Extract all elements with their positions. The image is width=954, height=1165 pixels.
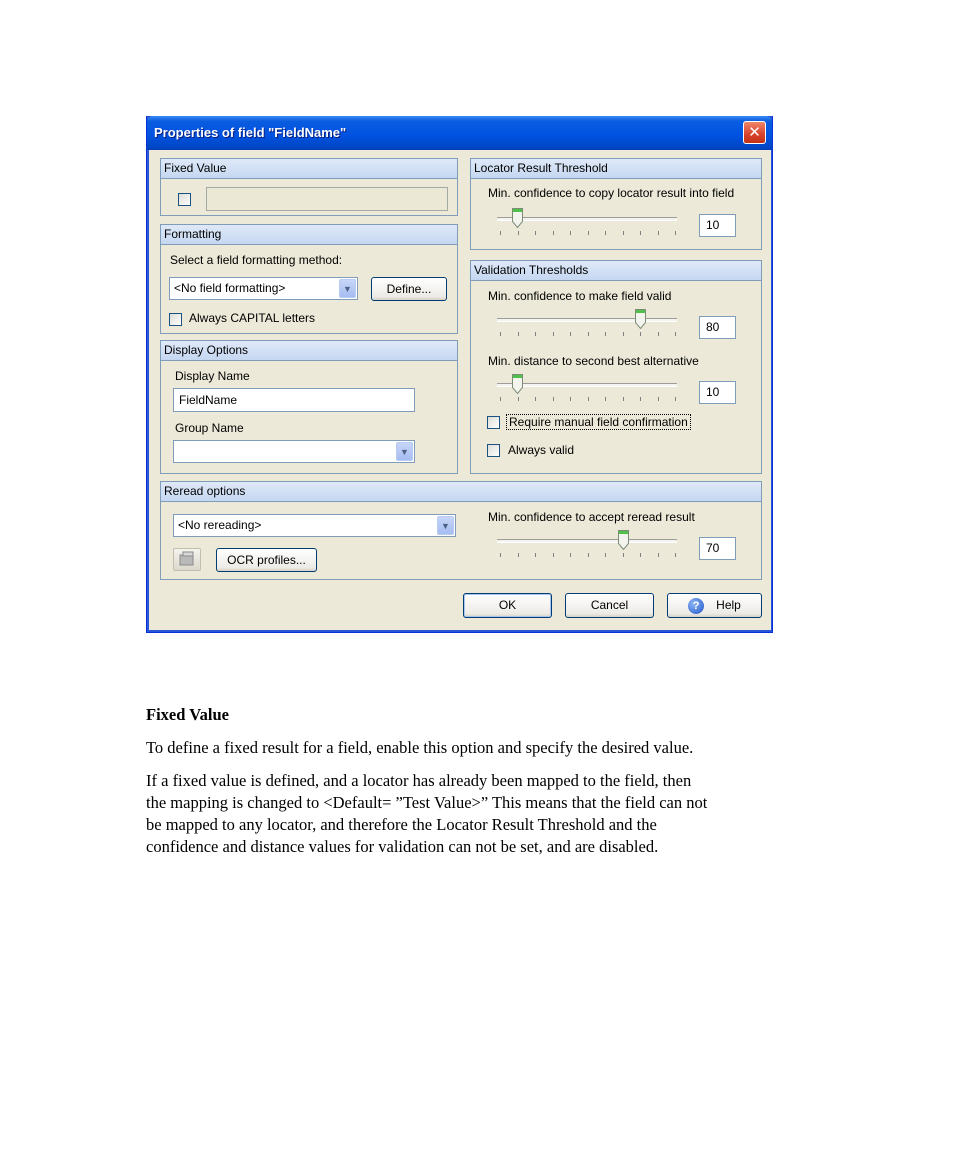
reread-accept-slider[interactable] <box>494 530 680 558</box>
slider-tick <box>640 332 641 336</box>
ocr-profile-icon[interactable] <box>173 548 201 571</box>
slider-tick <box>658 231 659 235</box>
slider-track[interactable] <box>497 539 677 543</box>
slider-tick <box>500 397 501 401</box>
distance-slider[interactable] <box>494 374 680 402</box>
slider-tick <box>675 397 676 401</box>
slider-thumb[interactable] <box>635 309 646 329</box>
slider-tick <box>553 231 554 235</box>
valid-confidence-value[interactable]: 80 <box>699 316 736 339</box>
reread-options-group <box>160 481 762 580</box>
formatting-method-value: <No field formatting> <box>174 281 286 295</box>
slider-tick <box>658 553 659 557</box>
slider-tick <box>535 397 536 401</box>
define-button[interactable]: Define... <box>371 277 447 301</box>
slider-thumb[interactable] <box>512 374 523 394</box>
slider-tick <box>605 231 606 235</box>
help-icon: ? <box>688 598 704 614</box>
always-valid-checkbox[interactable] <box>487 444 500 457</box>
locator-threshold-group <box>470 158 762 250</box>
reread-mode-select[interactable] <box>173 514 456 537</box>
slider-tick <box>518 397 519 401</box>
dialog-body <box>150 150 771 630</box>
chevron-down-icon[interactable]: ▼ <box>396 442 413 461</box>
slider-tick <box>500 553 501 557</box>
slider-ticks <box>500 231 676 236</box>
cancel-button[interactable]: Cancel <box>565 593 654 618</box>
ok-button[interactable]: OK <box>463 593 552 618</box>
slider-track[interactable] <box>497 383 677 387</box>
slider-tick <box>553 553 554 557</box>
locator-copy-label: Min. confidence to copy locator result into field <box>488 186 735 200</box>
locator-copy-value[interactable]: 10 <box>699 214 736 237</box>
slider-tick <box>623 553 624 557</box>
slider-tick <box>570 332 571 336</box>
slider-tick <box>570 553 571 557</box>
slider-tick <box>500 231 501 235</box>
slider-tick <box>588 332 589 336</box>
always-valid-label: Always valid <box>508 443 575 457</box>
help-label: Help <box>716 598 741 612</box>
display-name-input[interactable]: FieldName <box>173 388 415 412</box>
reread-options-header: Reread options <box>161 482 761 502</box>
slider-tick <box>605 553 606 557</box>
validation-thresholds-header: Validation Thresholds <box>471 261 761 281</box>
reread-accept-label: Min. confidence to accept reread result <box>488 510 695 524</box>
chevron-down-icon[interactable]: ▼ <box>339 279 356 298</box>
slider-tick <box>518 332 519 336</box>
slider-tick <box>570 397 571 401</box>
validation-thresholds-group <box>470 260 762 474</box>
display-options-group <box>160 340 458 474</box>
slider-tick <box>605 332 606 336</box>
slider-tick <box>675 231 676 235</box>
slider-tick <box>553 332 554 336</box>
distance-label: Min. distance to second best alternative <box>488 354 699 368</box>
locator-copy-slider[interactable] <box>494 208 680 236</box>
slider-thumb[interactable] <box>618 530 629 550</box>
dialog-title: Properties of field "FieldName" <box>154 125 347 140</box>
distance-value[interactable]: 10 <box>699 381 736 404</box>
valid-confidence-label: Min. confidence to make field valid <box>488 289 672 303</box>
manual-confirm-checkbox[interactable] <box>487 416 500 429</box>
group-name-select[interactable] <box>173 440 415 463</box>
slider-tick <box>623 231 624 235</box>
reread-accept-value[interactable]: 70 <box>699 537 736 560</box>
slider-tick <box>588 397 589 401</box>
slider-tick <box>553 397 554 401</box>
slider-ticks <box>500 397 676 402</box>
slider-tick <box>658 332 659 336</box>
slider-tick <box>675 553 676 557</box>
slider-ticks <box>500 553 676 558</box>
manual-confirm-label: Require manual field confirmation <box>506 414 691 430</box>
slider-tick <box>535 332 536 336</box>
chevron-down-icon[interactable]: ▼ <box>437 516 454 535</box>
display-name-label: Display Name <box>175 369 250 383</box>
section-heading: Fixed Value <box>146 705 229 724</box>
paragraph-2-line-4: confidence and distance values for validation can not be set, and are disabled. <box>146 837 659 856</box>
close-icon[interactable]: ✕ <box>743 121 766 144</box>
slider-tick <box>588 553 589 557</box>
fixed-value-group <box>160 158 458 216</box>
reread-mode-value: <No rereading> <box>178 518 262 532</box>
ocr-profiles-button[interactable]: OCR profiles... <box>216 548 317 572</box>
slider-tick <box>570 231 571 235</box>
display-options-header: Display Options <box>161 341 457 361</box>
help-button[interactable] <box>667 593 762 618</box>
paragraph-1: To define a fixed result for a field, enable this option and specify the desired value. <box>146 738 694 757</box>
slider-ticks <box>500 332 676 337</box>
paragraph-2-line-3: be mapped to any locator, and therefore the Locator Result Threshold and the <box>146 815 657 834</box>
slider-tick <box>605 397 606 401</box>
slider-tick <box>535 231 536 235</box>
slider-tick <box>658 397 659 401</box>
capital-letters-checkbox[interactable] <box>169 313 182 326</box>
slider-tick <box>623 397 624 401</box>
slider-tick <box>500 332 501 336</box>
slider-tick <box>535 553 536 557</box>
formatting-method-select[interactable] <box>169 277 358 300</box>
locator-threshold-header: Locator Result Threshold <box>471 159 761 179</box>
slider-tick <box>623 332 624 336</box>
slider-tick <box>675 332 676 336</box>
slider-tick <box>518 553 519 557</box>
slider-thumb[interactable] <box>512 208 523 228</box>
slider-track[interactable] <box>497 217 677 221</box>
field-properties-dialog <box>146 116 773 633</box>
slider-tick <box>588 231 589 235</box>
formatting-group <box>160 224 458 334</box>
dialog-titlebar[interactable] <box>147 116 772 150</box>
paragraph-2-line-2: the mapping is changed to <Default= ”Test Value>” This means that the field can not <box>146 793 708 812</box>
fixed-value-header: Fixed Value <box>161 159 457 179</box>
slider-tick <box>640 397 641 401</box>
slider-tick <box>640 231 641 235</box>
group-name-label: Group Name <box>175 421 244 435</box>
slider-tick <box>518 231 519 235</box>
fixed-value-input[interactable] <box>206 187 448 211</box>
slider-tick <box>640 553 641 557</box>
paragraph-2-line-1: If a fixed value is defined, and a locator has already been mapped to the field, then <box>146 771 692 790</box>
formatting-header: Formatting <box>161 225 457 245</box>
valid-confidence-slider[interactable] <box>494 309 680 337</box>
fixed-value-checkbox[interactable] <box>178 193 191 206</box>
capital-letters-label: Always CAPITAL letters <box>189 311 316 325</box>
slider-track[interactable] <box>497 318 677 322</box>
formatting-prompt: Select a field formatting method: <box>170 253 343 267</box>
